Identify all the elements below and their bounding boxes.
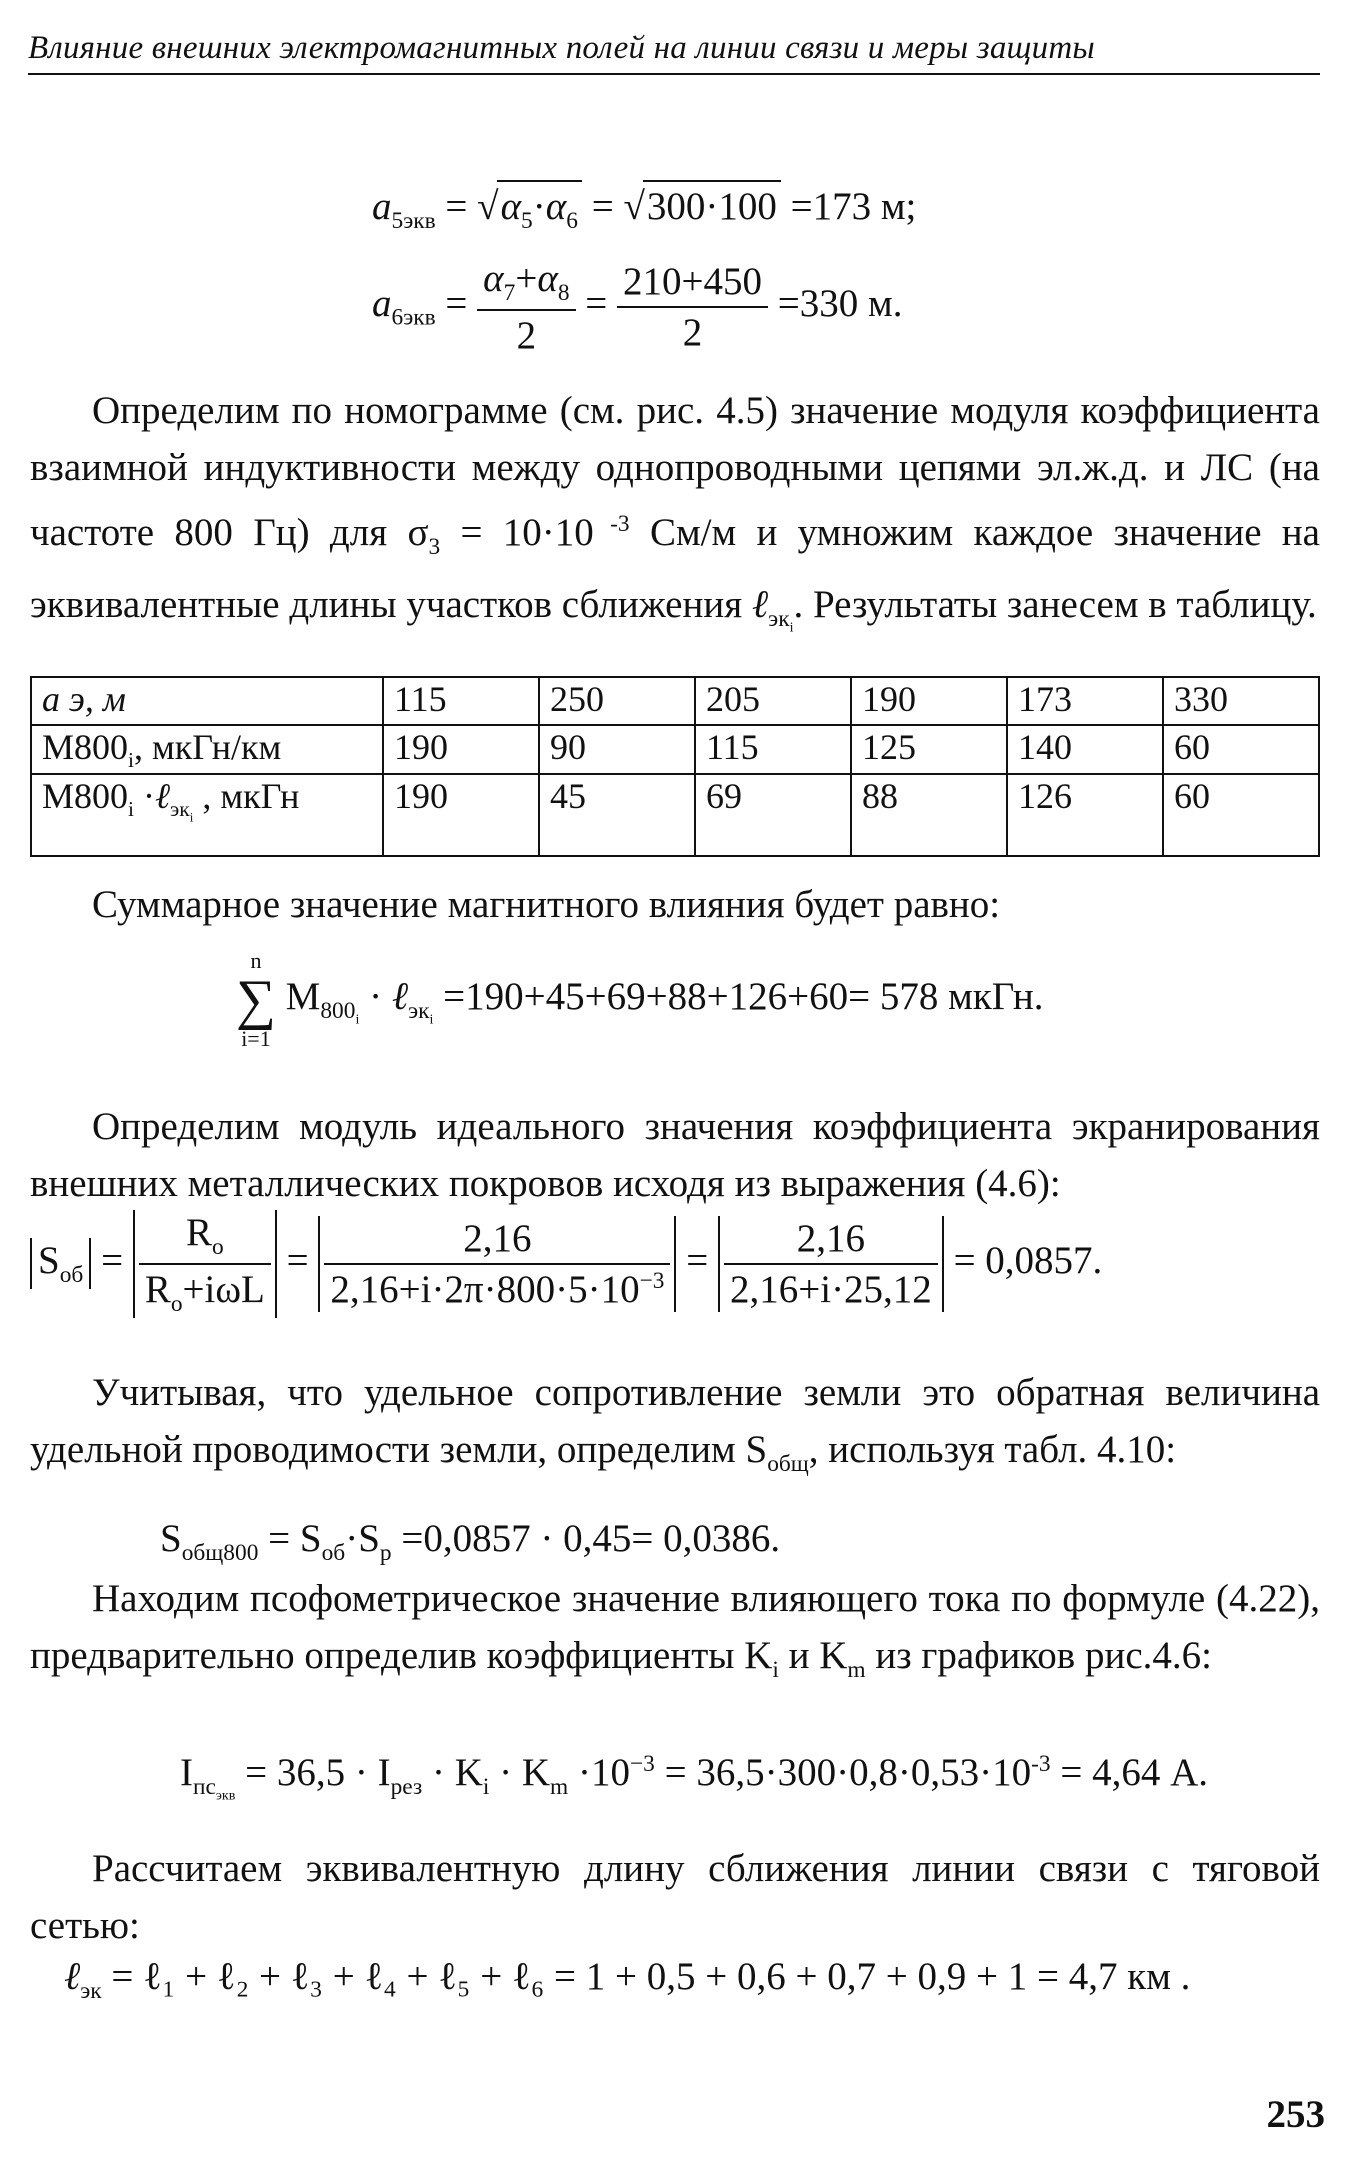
table-cell: 250 [539, 677, 695, 725]
page-number: 253 [1266, 2093, 1325, 2136]
table-cell: 60 [1163, 774, 1319, 856]
table-cell: $М800_i$, мкГн/км [31, 725, 383, 774]
table-cell: 60 [1163, 725, 1319, 774]
table-cell: 126 [1007, 774, 1163, 856]
formula-screening: $S_{об}$ = $\frac{R_o}{R_o+i\omega L}$ = $\frac{2,16}{2,16+i\cdot 2\pi\cdot 800\cdot 5\cdot 10^{-3}}$ = $\frac{2,16}{2,16+i\cdot 25,12}$ = 0,0857. [30, 1210, 1102, 1318]
ell-symbol: ℓ [751, 582, 769, 626]
table-cell: $М800_i$ ·ℓ$_{эк_i}$ , мкГн [31, 774, 383, 856]
running-header: Влияние внешних электромагнитных полей на линии связи и меры защиты [28, 30, 1320, 75]
paragraph-psophometric: Находим псофометрическое значение влияющего тока по формуле (4.22), предварительно определив коэффициенты $K_i$ и $K_m$ из графиков рис.4.6: [30, 1577, 1320, 1683]
paragraph-screening: Определим модуль идеального значения коэффициента экранирования внешних металлических покровов исходя из выражения (4.6): [30, 1105, 1320, 1205]
table-cell: 140 [1007, 725, 1163, 774]
table-row [31, 725, 1319, 774]
paragraph-resistivity: Учитывая, что удельное сопротивление земли это обратная величина удельной проводимости земли, определим $S_{общ}$, используя табл. 4.10: [30, 1371, 1320, 1477]
table-cell: 190 [383, 774, 539, 856]
formula-current: $I_{пс_{экв}} = 36,5 \cdot I_{рез} \cdot K_i \cdot K_m \cdot 10^{-3} = 36,5\cdot 300\cdot 0,8\cdot 0,53\cdot 10^{-3} = 4,64$ А. [180, 1751, 1208, 1804]
sqrt-symbol: √ [623, 185, 645, 228]
table-cell: 330 [1163, 677, 1319, 725]
formula-sum: n ∑ i=1 $M_{800_i}$ · ℓ$_{эк_i}$ =190+45+69+88+126+60= 578 мкГн. [236, 948, 1044, 1051]
inductance-table [30, 676, 1320, 857]
table-cell: 45 [539, 774, 695, 856]
paragraph-equivalent-length: Рассчитаем эквивалентную длину сближения линии связи с тяговой сетью: [30, 1847, 1320, 1947]
paragraph-nomogram: Определим по номограмме (см. рис. 4.5) значение модуля коэффициента взаимной индуктивности между однопроводными цепями эл.ж.д. и ЛС (на частоте 800 Гц) для $\sigma_3 = 10\cdot 10$ $^{-3}$ См/м и умножим каждое значение на эквивалентные длины участков сближения ℓ$_{эк_i}$. Результаты занесем в таблицу. [30, 389, 1320, 636]
table-cell: 88 [851, 774, 1007, 856]
sqrt-symbol: √ [477, 185, 499, 228]
table-cell: 173 [1007, 677, 1163, 725]
table-cell: 90 [539, 725, 695, 774]
sigma-symbol: ∑ [236, 969, 276, 1031]
paragraph-sum-intro: Суммарное значение магнитного влияния будет равно: [92, 883, 1001, 926]
formula-a5-equivalent: $a_{5экв} = √\alpha_5\cdot\alpha_6 = √300\cdot 100 =173$ м; [372, 180, 916, 235]
formula-s-total: $S_{общ800} = S_{об}\cdot S_р =0,0857 \cdot 0,45= 0,0386$. [160, 1517, 781, 1566]
table-cell: а э, м [31, 677, 383, 725]
table-cell: 115 [695, 725, 851, 774]
table-row [31, 774, 1319, 856]
table-cell: 190 [851, 677, 1007, 725]
table-cell: 205 [695, 677, 851, 725]
table-cell: 69 [695, 774, 851, 856]
table-cell: 125 [851, 725, 1007, 774]
formula-length: ℓ$_{эк}$ = ℓ₁ + ℓ₂ + ℓ₃ + ℓ₄ + ℓ₅ + ℓ₆ = 1 + 0,5 + 0,6 + 0,7 + 0,9 + 1 = 4,7 км . [64, 1955, 1191, 2004]
table-row [31, 677, 1319, 725]
table-cell: 190 [383, 725, 539, 774]
formula-a6-equivalent: $a_{6экв}$ = $\frac{\alpha_7+\alpha_8}{2}$ = $\frac{210+450}{2}$ =330 м. [372, 257, 903, 357]
fraction: $\frac{\alpha_7+\alpha_8}{2}$ [477, 256, 575, 358]
table-cell: 115 [383, 677, 539, 725]
fraction: $\frac{210+450}{2}$ [617, 259, 768, 355]
